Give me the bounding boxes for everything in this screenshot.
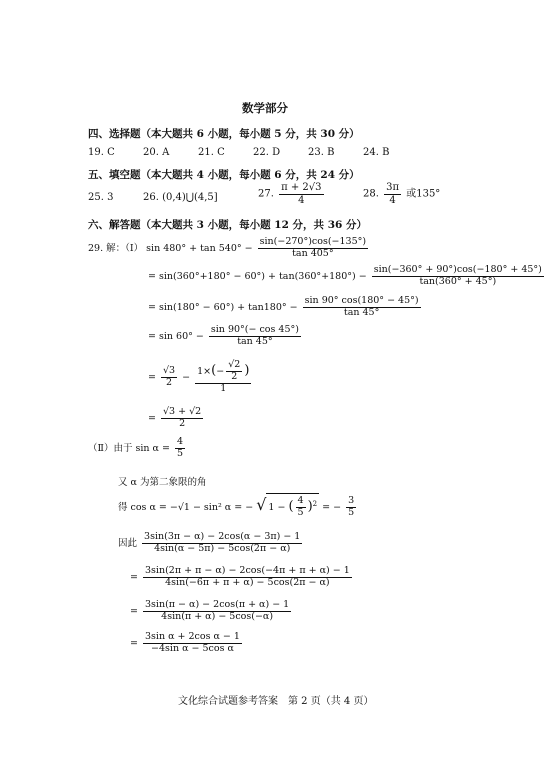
- q29-cos-eq: = −: [322, 501, 342, 513]
- q29-cos-square: 2: [312, 499, 318, 508]
- answer-21: 21. C: [198, 147, 225, 158]
- answer-23: 23. B: [308, 147, 335, 158]
- answer-22: 22. D: [253, 147, 281, 158]
- q29-l2-fraction: [372, 265, 544, 288]
- answer-27-denominator: 4: [298, 194, 305, 206]
- q29-l5-b-pre: 1×: [197, 365, 212, 377]
- q29-l3-fraction: [303, 296, 421, 319]
- q29-l1-denominator: tan 405°: [292, 247, 334, 259]
- answer-28-label: 28.: [363, 188, 379, 200]
- q29-cos-inner-numerator: 4: [297, 495, 304, 506]
- q29-l6-fraction: [161, 407, 203, 430]
- q29-expr-1: [118, 532, 304, 555]
- q29-expr-3-denominator: 4sin(π + α) − 5cos(−α): [161, 610, 274, 622]
- q29-l5-eq: =: [148, 371, 156, 383]
- q29-line-4: [148, 325, 303, 348]
- q29-cos-root: 1 −: [268, 501, 286, 513]
- q29-line-2: [148, 265, 546, 288]
- page-footer: 文化综合试题参考答案 第 2 页（共 4 页）: [178, 696, 374, 707]
- q29-l6-numerator: √3 + √2: [163, 406, 202, 417]
- q29-label: 29. 解：（Ⅰ）: [88, 242, 144, 254]
- q29-cos-line: 得 cos α = −√1 − sin² α = − √ 1 − ( $\frac{4}{5}$ )$^2$ = − $\frac{3}{5}$: [118, 494, 355, 518]
- q29-expr-2-numerator: 3sin(2π + π − α) − 2cos(−4π + π + α) − 1: [145, 565, 350, 576]
- q29-expr-2-fraction: [143, 566, 352, 589]
- q29-l1-numerator: sin(−270°)cos(−135°): [259, 236, 367, 247]
- q29-l4-denominator: tan 45°: [237, 335, 273, 347]
- q29-expr-4: [130, 632, 244, 655]
- q29-l4-numerator: sin 90°(− cos 45°): [210, 324, 299, 335]
- answer-28-fraction: [384, 182, 401, 206]
- q29-cos-result-denominator: 5: [348, 506, 355, 518]
- q29-l5-b-inner-denominator: 2: [231, 370, 238, 382]
- q29-line-3: [148, 296, 423, 319]
- q29-l4-lead: = sin 60° −: [148, 330, 204, 342]
- q29-cos-result-fraction: [346, 496, 356, 519]
- q29-l5-a-numerator: √3: [163, 364, 176, 376]
- section-6-heading: 六、解答题（本大题共 3 小题，每小题 12 分，共 36 分）: [88, 219, 367, 231]
- answer-24: 24. B: [363, 147, 390, 158]
- answer-26: 26. (0,4)⋃(4,5]: [143, 192, 218, 203]
- q29-sin-denominator: 5: [176, 447, 184, 459]
- q29-cos-result-numerator: 3: [348, 495, 355, 506]
- q29-l5-fraction-a: [161, 366, 177, 389]
- q29-expr-2-denominator: 4sin(−6π + π + α) − 5cos(2π − α): [165, 576, 330, 588]
- q29-part2-line: [88, 437, 187, 460]
- q29-expr-4-denominator: −4sin α − 5cos α: [151, 642, 234, 654]
- q29-sin-numerator: 4: [176, 436, 184, 447]
- answer-28-numerator: 3π: [386, 182, 400, 193]
- q29-l5-b-inner-numerator: √2: [228, 359, 241, 370]
- q29-l5-b-numerator: 1×(− $\frac{√2}{2}$ ): [197, 359, 250, 382]
- q29-l5-minus: −: [182, 371, 191, 383]
- q29-expr-3-numerator: 3sin(π − α) − 2cos(π + α) − 1: [145, 599, 290, 610]
- q29-l1-fraction: [258, 237, 368, 260]
- q29-expr-2-eq: =: [130, 571, 138, 583]
- q29-expr-2: [130, 566, 354, 589]
- q29-expr-3-eq: =: [130, 605, 138, 617]
- q29-l5-b-inner-fraction: [226, 360, 242, 383]
- q29-line-5: [148, 360, 253, 395]
- q29-l5-b-sign: −: [216, 365, 225, 377]
- answer-27-fraction: [279, 182, 323, 206]
- q29-therefore: 因此: [118, 537, 138, 549]
- q29-expr-4-eq: =: [130, 637, 138, 649]
- q29-expr-1-denominator: 4sin(α − 5π) − 5cos(2π − α): [154, 542, 291, 554]
- answer-27-label: 27.: [258, 188, 274, 200]
- q29-expr-1-numerator: 3sin(3π − α) − 2cos(α − 3π) − 1: [144, 531, 301, 542]
- q29-l5-b-denominator: 1: [220, 382, 227, 394]
- q29-l1-lead: sin 480° + tan 540° −: [146, 242, 253, 254]
- answer-28-tail: 或135°: [406, 188, 441, 200]
- q29-l2-numerator: sin(−360° + 90°)cos(−180° + 45°): [373, 264, 542, 275]
- q29-expr-4-fraction: [143, 632, 242, 655]
- section-5-heading: 五、填空题（本大题共 4 小题，每小题 6 分，共 24 分）: [88, 169, 360, 181]
- q29-part2-lead: （Ⅱ）由于 sin α =: [88, 442, 170, 454]
- q29-cos-lead: 得 cos α = −√1 − sin² α = −: [118, 501, 254, 513]
- answer-27-numerator: π + 2√3: [281, 182, 322, 193]
- q29-expr-3: [130, 600, 293, 623]
- q29-cos-inner-fraction: [296, 496, 306, 519]
- q29-line-6: [148, 407, 205, 430]
- q29-l4-fraction: [209, 325, 301, 348]
- q29-sin-fraction: [175, 437, 185, 460]
- q29-l6-denominator: 2: [179, 417, 186, 429]
- q29-quadrant-note: 又 α 为第二象限的角: [118, 477, 207, 488]
- q29-l6-eq: =: [148, 412, 156, 424]
- q29-l5-a-denominator: 2: [166, 376, 173, 388]
- q29-l3-denominator: tan 45°: [343, 306, 380, 318]
- q29-expr-1-fraction: [142, 532, 302, 555]
- answer-20: 20. A: [143, 147, 170, 158]
- q29-l3-numerator: sin 90° cos(180° − 45°): [304, 295, 419, 306]
- answer-27: [258, 182, 326, 206]
- answer-25: 25. 3: [88, 192, 114, 203]
- q29-line-1: [88, 237, 370, 260]
- q29-expr-4-numerator: 3sin α + 2cos α − 1: [145, 631, 240, 642]
- answer-28: [363, 182, 440, 206]
- page-title: 数学部分: [242, 101, 288, 115]
- q29-cos-inner-denominator: 5: [297, 506, 304, 518]
- answer-28-denominator: 4: [389, 194, 396, 206]
- answer-19: 19. C: [88, 147, 115, 158]
- section-4-heading: 四、选择题（本大题共 6 小题，每小题 5 分，共 30 分）: [88, 128, 360, 140]
- q29-l2-denominator: tan(360° + 45°): [419, 275, 497, 287]
- q29-expr-3-fraction: [143, 600, 291, 623]
- q29-l2-lead: = sin(360°+180° − 60°) + tan(360°+180°) −: [148, 270, 367, 282]
- q29-l3-lead: = sin(180° − 60°) + tan180° −: [148, 301, 298, 313]
- q29-l5-fraction-b: [195, 360, 251, 395]
